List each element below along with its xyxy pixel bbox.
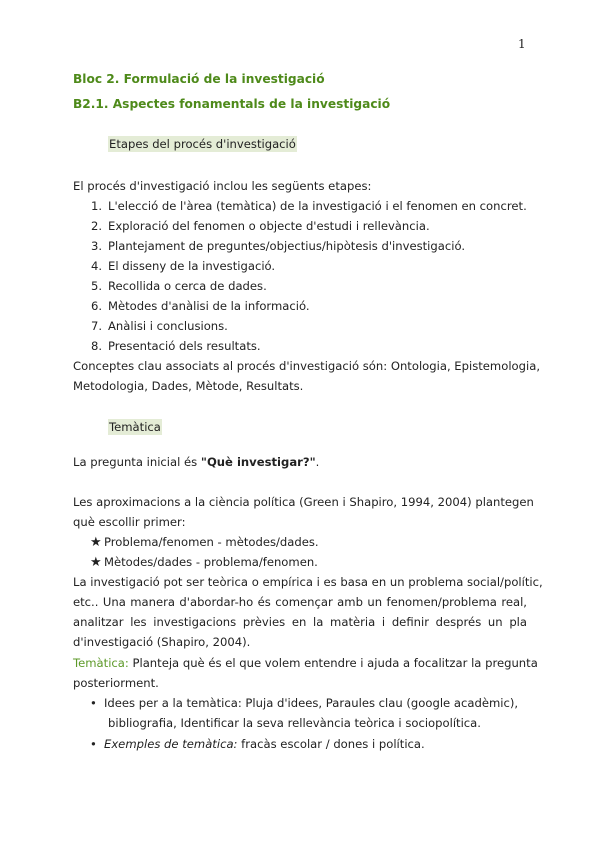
star-list-item: ★ Problema/fenomen - mètodes/dades. <box>90 535 319 550</box>
approach-line: Les aproximacions a la ciència política (Green i Shapiro, 1994, 2004) plantegen <box>73 495 534 509</box>
bullet-icon: • <box>90 737 97 751</box>
star-list-item: ★ Mètodes/dades - problema/fenomen. <box>90 555 318 570</box>
subsection-title-text: Temàtica <box>109 420 161 434</box>
list-item: 6. Mètodes d'anàlisi de la informació. <box>90 299 310 313</box>
star-bullet-icon: ★ <box>90 555 102 570</box>
subsection-title-etapes <box>108 137 297 151</box>
concepts-line: Conceptes clau associats al procés d'investigació són: Ontologia, Epistemologia, <box>73 359 541 373</box>
list-item: 1. L'elecció de l'àrea (temàtica) de la investigació i el fenomen en concret. <box>90 199 527 213</box>
paragraph-line: La investigació pot ser teòrica o empírica i es basa en un problema social/polític, <box>73 575 543 589</box>
list-item: 2. Exploració del fenomen o objecte d'estudi i rellevància. <box>90 219 430 233</box>
section-heading: B2.1. Aspectes fonamentals de la investigació <box>73 97 391 111</box>
bullet-icon: • <box>90 696 97 710</box>
paragraph-line: analitzar les investigacions prèvies en la matèria i definir després un pla <box>73 615 527 629</box>
tematica-definition-cont: posteriorment. <box>73 676 159 690</box>
list-item: 3. Plantejament de preguntes/objectius/hipòtesis d'investigació. <box>90 239 466 253</box>
paragraph-line: etc.. Una manera d'abordar-ho és començar amb un fenomen/problema real, <box>73 595 527 609</box>
initial-question: La pregunta inicial és "Què investigar?". <box>73 455 320 469</box>
list-item: 7. Anàlisi i conclusions. <box>90 319 228 333</box>
list-item: 5. Recollida o cerca de dades. <box>90 279 267 293</box>
tematica-definition: Temàtica: Planteja què és el que volem entendre i ajuda a focalitzar la pregunta <box>73 656 538 670</box>
list-item: 4. El disseny de la investigació. <box>90 259 276 273</box>
etapes-intro: El procés d'investigació inclou les següents etapes: <box>73 179 372 193</box>
subsection-title-text: Etapes del procés d'investigació <box>109 137 296 151</box>
bullet-list-item: • Exemples de temàtica: fracàs escolar / dones i política. <box>90 737 425 751</box>
paragraph-line: d'investigació (Shapiro, 2004). <box>73 635 251 649</box>
page-number: 1 <box>518 37 526 51</box>
bullet-list-item-cont: bibliografia, Identificar la seva rellevància teòrica i sociopolítica. <box>108 716 481 730</box>
star-bullet-icon: ★ <box>90 535 102 550</box>
concepts-line: Metodologia, Dades, Mètode, Resultats. <box>73 379 304 393</box>
tematica-label: Temàtica: <box>73 656 129 670</box>
bloc-heading: Bloc 2. Formulació de la investigació <box>73 72 325 86</box>
list-item: 8. Presentació dels resultats. <box>90 339 261 353</box>
approach-line: què escollir primer: <box>73 515 186 529</box>
bullet-list-item: • Idees per a la temàtica: Pluja d'idees, Paraules clau (google acadèmic), <box>90 696 519 710</box>
subsection-title-tematica <box>108 420 162 434</box>
